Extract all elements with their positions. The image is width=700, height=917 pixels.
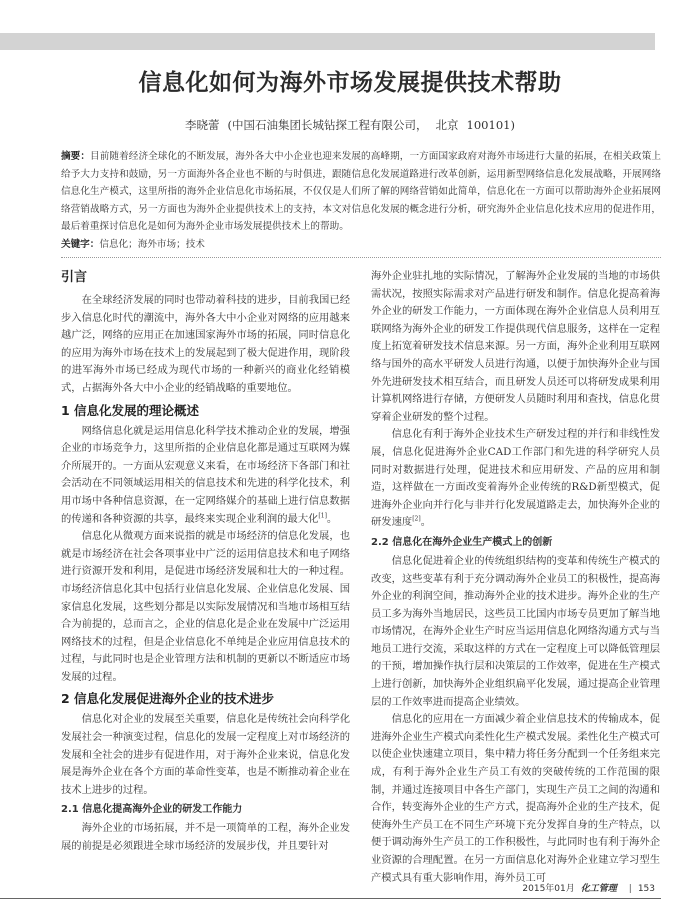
right-paragraph-2-end: 。 xyxy=(420,516,431,529)
section-2-heading: 2 信息化发展促进海外企业的技术进步 xyxy=(61,691,275,707)
footer-journal-name: 化工管理 xyxy=(580,884,617,894)
subsection-2-1-paragraph-1: 海外企业的市场拓展，并不是一项简单的工程，海外企业发展的前提是必须跟进全球市场经济的发展步伐，并且要针对 xyxy=(61,822,350,853)
abstract-text: 目前随着经济全球化的不断发展，海外各大中小企业也迎来发展的高峰期，一方面国家政府对海外市场进行大量的拓展，在相关政策上给予大力支持和鼓励，另一方面海外各企业也不断的与时俱进，跟随信息化发展道路进行改革创新，运用新型网络信息化发展战略，开展网络信息化生产模式，这里所指的海外企业信息化市场拓展，不仅仅是人们所了解的网络营销如此简单，信息化在一方面可以帮助海外企业拓展网络营销战略方式，另一方面也为海外企业提供技术上的支持，本文对信息化发展的概念进行分析，研究海外企业信息化技术应用的促进作用，最后着重探讨信息化是如何为海外企业市场发展提供技术上的帮助。 xyxy=(61,151,662,233)
abstract-label: 摘要： xyxy=(61,151,91,162)
footer-date: 2015年01月 xyxy=(522,884,575,894)
left-column xyxy=(61,268,350,856)
right-paragraph-1: 海外企业驻扎地的实际情况，了解海外企业发展的当地的市场供需状况，按照实际需求对产品进行研发和制作。信息化提高着海外企业的研发工作能力，一方面体现在海外企业信息人员利用互联网络为海外企业的研发工作提供现代信息服务，这样在一定程度上拓宽着研发技术信息来源。另一方面，海外企业利用互联网络与国外的高水平研发人员进行沟通，以便于加快海外企业与国外先进研发技术相互结合，而且研发人员还可以将研发成果利用计算机网络进行存储，方便研发人员随时利用和查找，信息化贯穿着企业研发的整个过程。 xyxy=(371,270,660,423)
right-paragraph-2 xyxy=(371,426,660,532)
header-gray-bar xyxy=(0,33,655,50)
right-column xyxy=(371,268,660,887)
footer-rule xyxy=(0,898,661,899)
author-city: 北京 xyxy=(435,118,459,132)
right-paragraph-2-text: 信息化有利于海外企业技术生产研发过程的并行和非线性发展，信息化促进海外企业CAD工作部门和先进的科学研究人员同时对数据进行处理，促进技术和应用研发、产品的应用和制造，这样做在一方面改变着海外企业传统的R&D新型模式，促进海外企业向并行化与非并行化发展道路走去，加快海外企业的研发速度 xyxy=(371,428,660,529)
author-line xyxy=(0,117,700,133)
footer-separator: | xyxy=(628,884,632,894)
footer-page-number: 153 xyxy=(637,884,655,894)
keywords xyxy=(61,237,661,253)
section-1-paragraph-1-text: 网络信息化就是运用信息化科学技术推动企业的发展，增强企业的市场竞争力，这里所指的企业信息化都是通过互联网为媒介所展开的。一方面从宏观意义来看，在市场经济下各部门和社会活动在不同领域运用相关的信息技术和先进的科学化技术，利用市场中各种信息资源，在一定网络媒介的基础上进行信息数据的传递和各种资源的共享，最终来实现企业利润的最大化 xyxy=(61,424,350,525)
section-1-paragraph-1 xyxy=(61,423,350,529)
subsection-2-2-heading: 2.2 信息化在海外企业生产模式上的创新 xyxy=(371,536,553,548)
citation-1: [1] xyxy=(318,512,327,520)
author-postcode: 100101) xyxy=(466,118,515,132)
section-1-paragraph-2: 信息化从微观方面来说指的就是市场经济的信息化发展，也就是市场经济在社会各项事业中广泛的运用信息技术和电子网络进行资源开发和利用，是促进市场经济发展和壮大的一种过程。市场经济信息化其中包括行业信息化发展、企业信息化发展、国家信息化发展，这些划分都是以实际发展情况和当地市场相互结合为前提的，总而言之，企业的信息化是企业在发展中广泛运用网络技术的过程，但是企业信息化不单纯是企业应用信息技术的过程，与此同时也是企业管理方法和机制的更新以不断适应市场发展的过程。 xyxy=(61,530,350,683)
subsection-2-1-heading: 2.1 信息化提高海外企业的研发工作能力 xyxy=(61,804,243,816)
abstract xyxy=(61,148,661,236)
subsection-2-2-paragraph-2: 信息化的应用在一方面减少着企业信息技术的传输成本，促进海外企业生产模式向柔性化生产模式发展。柔性化生产模式可以使企业快速建立项目，集中精力将任务分配到一个任务组来完成，有利于海外企业生产员工有效的突破传统的工作范围的限制，并通过连接项目中各生产部门，实现生产员工之间的沟通和合作，转变海外企业的生产方式，提高海外企业的生产技术，促使海外生产员工在不同生产环境下充分发挥自身的生产特点，以便于调动海外生产员工的工作积极性，与此同时也有利于海外企业资源的合理配置。在另一方面信息化对海外企业建立学习型生产模式具有重大影响作用，海外员工可 xyxy=(371,713,660,884)
section-2-paragraph-1: 信息化对企业的发展至关重要，信息化是传统社会向科学化发展社会一种演变过程，信息化的发展一定程度上对市场经济的发展和全社会的进步有促进作用，对于海外企业来说，信息化发展是海外企业在各个方面的革命性变革，也是不断推动着企业在技术上进步的过程。 xyxy=(61,713,350,796)
citation-2: [2] xyxy=(412,515,421,523)
section-1-paragraph-1-end: 。 xyxy=(326,512,338,525)
intro-paragraph: 在全球经济发展的同时也带动着科技的进步，目前我国已经步入信息化时代的潮流中，海外各大中小企业对网络的应用越来越广泛，网络的应用正在加速国家海外市场的拓展，同时信息化的应用为海外市场在技术上的发展起到了极大促进作用，现阶段的进军海外市场已经成为现代市场的一种新兴的商业化经销模式，占据海外各大中小企业的经销战略的重要地位。 xyxy=(61,294,350,394)
subsection-2-2-paragraph-1: 信息化促进着企业的传统组织结构的变革和传统生产模式的改变，这些变革有利于充分调动海外企业员工的积极性，提高海外企业的利润空间，推动海外企业的技术进步。海外企业的生产员工多为海外当地居民，这些员工比国内市场专员更加了解当地市场情况，在海外企业生产时应当运用信息化网络沟通方式与当地员工进行交流，采取这样的方式在一定程度上可以降低管理层的干预，增加操作执行层和决策层的工作效率，促进在生产模式上进行创新，加快海外企业组织扁平化发展，通过提高企业管理层的工作效率进而提高企业绩效。 xyxy=(371,554,660,708)
author-name: 李晓蕾 xyxy=(185,118,220,132)
keywords-text: 信息化；海外市场；技术 xyxy=(99,239,205,250)
intro-heading: 引言 xyxy=(61,270,88,285)
section-1-heading: 1 信息化发展的理论概述 xyxy=(61,402,200,418)
article-title: 信息化如何为海外市场发展提供技术帮助 xyxy=(138,70,562,96)
abstract-divider xyxy=(61,257,661,258)
author-affiliation: (中国石油集团长城钻探工程有限公司， xyxy=(227,118,428,132)
page-footer xyxy=(0,881,655,894)
keywords-label: 关键字： xyxy=(61,239,100,250)
